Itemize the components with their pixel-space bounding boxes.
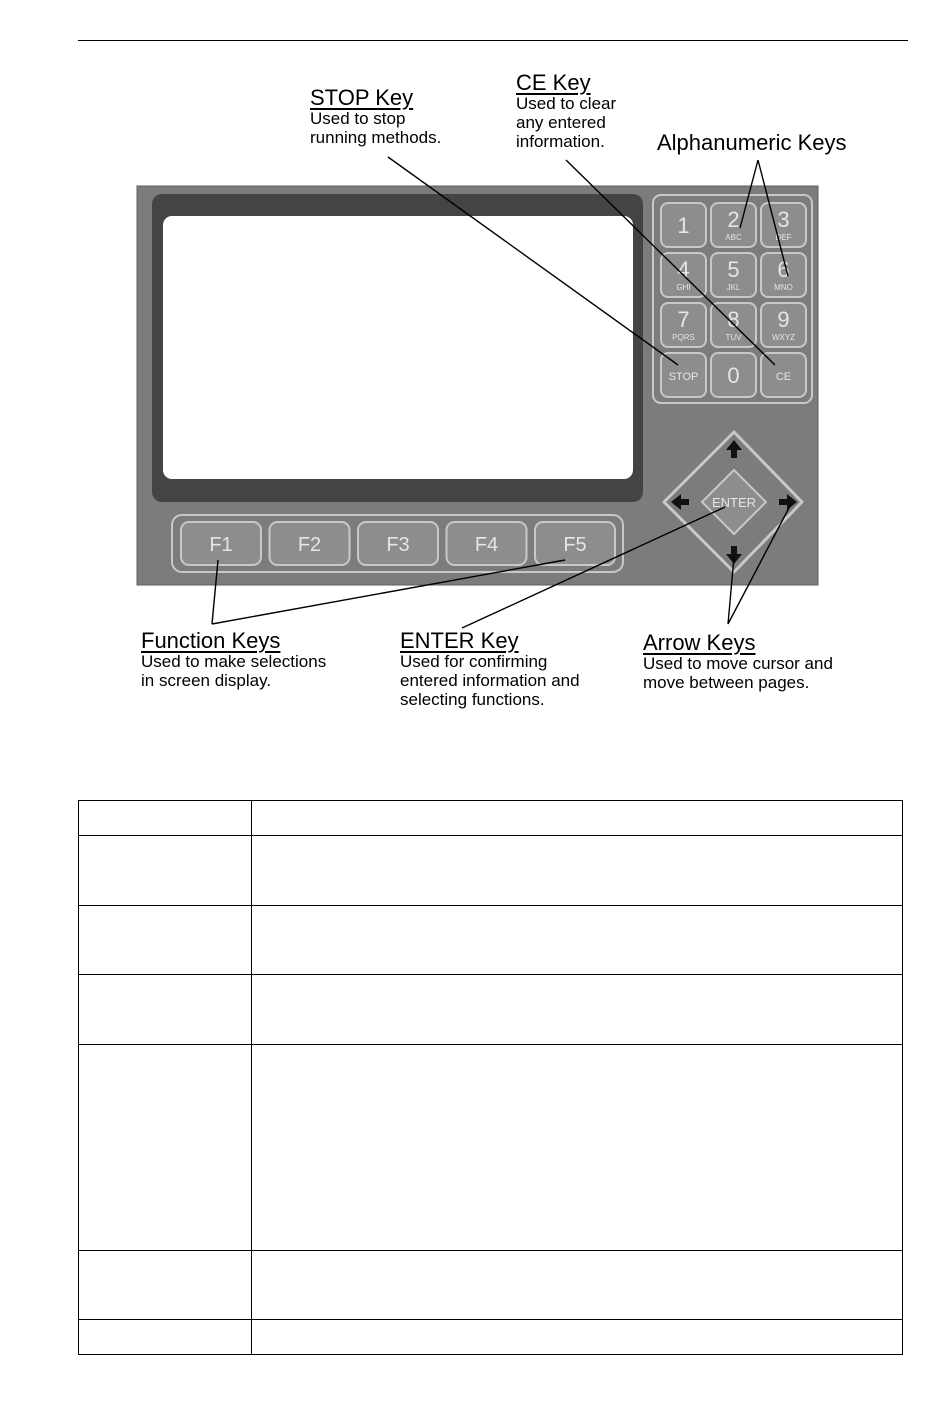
table-cell <box>79 1045 252 1251</box>
key-3[interactable] <box>761 203 806 247</box>
key-label: 7 <box>677 307 690 332</box>
function-key-f4[interactable] <box>447 522 527 565</box>
key-9[interactable] <box>761 303 806 347</box>
key-label: STOP <box>668 371 699 383</box>
table-cell <box>79 836 252 906</box>
table-cell <box>252 1045 903 1251</box>
key-label: 3 <box>777 207 790 232</box>
enter-key-title: ENTER Key <box>400 628 519 653</box>
key-1[interactable] <box>661 203 706 247</box>
table-row <box>79 1320 903 1355</box>
table-cell <box>252 906 903 975</box>
table-row <box>79 801 903 836</box>
enter-key-label: ENTER <box>711 495 757 510</box>
function-key-row <box>181 522 615 565</box>
function-key-f3[interactable] <box>358 522 438 565</box>
key-label: 8 <box>727 307 740 332</box>
key-sublabel: MNO <box>774 283 793 292</box>
enter-key-callout <box>400 629 580 709</box>
table-cell <box>79 975 252 1045</box>
function-key-f5[interactable] <box>535 522 615 565</box>
stop-key-callout <box>310 86 441 148</box>
enter-key-desc: Used for confirming entered information and selecting functions. <box>400 652 580 709</box>
key-sublabel: DEF <box>775 233 792 242</box>
arrow-keys-desc: Used to move cursor and move between pages. <box>643 654 833 692</box>
key-ce[interactable] <box>761 353 806 397</box>
display-screen[interactable] <box>163 216 633 479</box>
function-keys-title: Function Keys <box>141 628 281 653</box>
key-label: 1 <box>677 213 690 238</box>
key-sublabel: PQRS <box>672 333 695 342</box>
table-cell <box>252 1251 903 1320</box>
table-cell <box>79 801 252 836</box>
function-key-label: F4 <box>474 534 499 556</box>
table-cell <box>252 836 903 906</box>
function-key-label: F1 <box>209 534 233 556</box>
key-5[interactable] <box>711 253 756 297</box>
function-key-label: F5 <box>563 534 587 556</box>
arrow-keys-title: Arrow Keys <box>643 630 756 655</box>
stop-key-desc: Used to stop running methods. <box>310 109 442 147</box>
function-key-f1[interactable] <box>181 522 261 565</box>
key-label: CE <box>775 371 792 383</box>
table-row <box>79 1045 903 1251</box>
function-keys-callout <box>141 629 326 691</box>
key-label: 2 <box>727 207 740 232</box>
key-label: 9 <box>777 307 790 332</box>
key-label: 6 <box>777 257 790 282</box>
function-key-label: F3 <box>386 534 410 556</box>
key-stop[interactable] <box>661 353 706 397</box>
ce-key-desc: Used to clear any entered information. <box>516 94 617 151</box>
table-row <box>79 975 903 1045</box>
key-label: 4 <box>677 257 690 282</box>
key-2[interactable] <box>711 203 756 247</box>
table-cell <box>79 1320 252 1355</box>
stop-key-title: STOP Key <box>310 85 414 110</box>
table-row <box>79 906 903 975</box>
alphanumeric-keys-callout <box>657 131 847 155</box>
ce-key-title: CE Key <box>516 70 591 95</box>
key-sublabel: JKL <box>726 283 741 292</box>
arrow-keys-callout <box>643 631 833 693</box>
table-cell <box>79 1251 252 1320</box>
alphanumeric-keys-title: Alphanumeric Keys <box>657 130 847 155</box>
key-0[interactable] <box>711 353 756 397</box>
key-sublabel: TUV <box>725 333 742 342</box>
key-sublabel: GHI <box>676 283 691 292</box>
table-cell <box>252 801 903 836</box>
key-description-table <box>78 800 903 1355</box>
table-row <box>79 1251 903 1320</box>
key-label: 0 <box>727 363 740 388</box>
function-keys-desc: Used to make selections in screen display. <box>141 652 327 690</box>
table-cell <box>252 1320 903 1355</box>
key-7[interactable] <box>661 303 706 347</box>
key-sublabel: ABC <box>725 233 742 242</box>
key-label: 5 <box>727 257 740 282</box>
function-key-label: F2 <box>297 534 322 556</box>
table-cell <box>252 975 903 1045</box>
table-cell <box>79 906 252 975</box>
table-row <box>79 836 903 906</box>
ce-key-callout <box>516 71 616 151</box>
key-sublabel: WXYZ <box>771 333 796 342</box>
function-key-f2[interactable] <box>270 522 350 565</box>
